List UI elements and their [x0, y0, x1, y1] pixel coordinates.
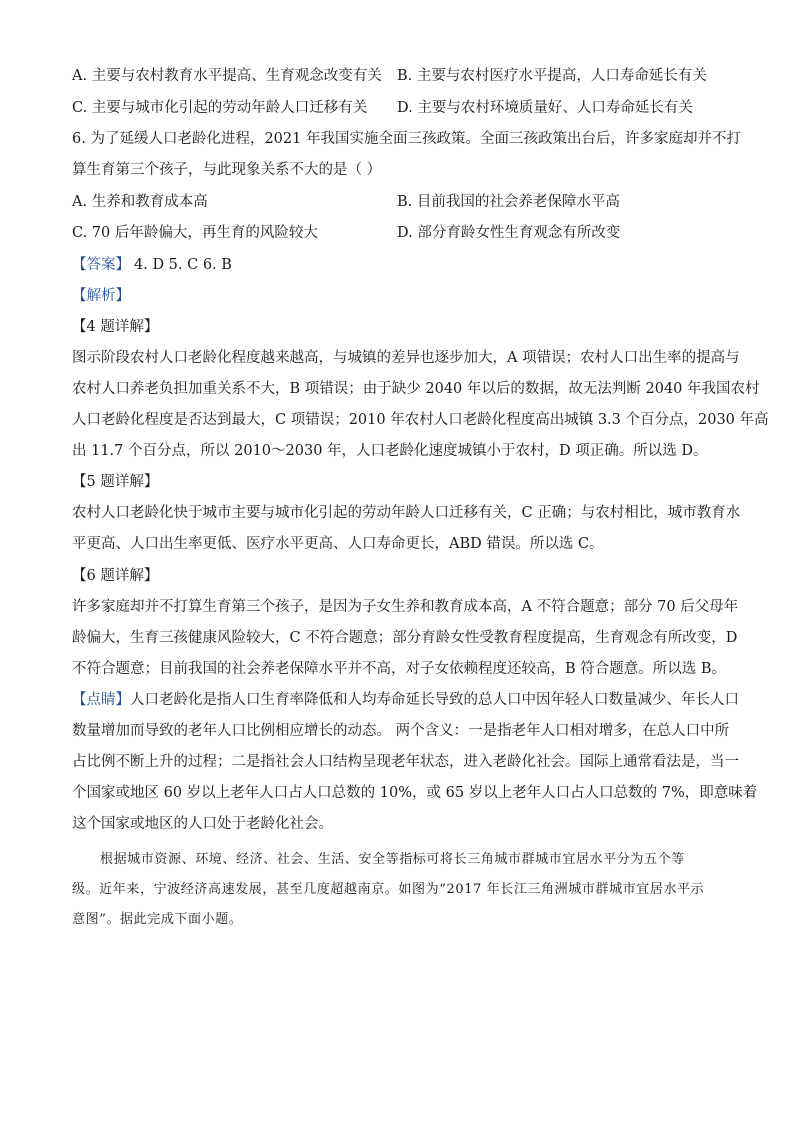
- q5-detail-heading: 【5 题详解】: [72, 474, 159, 490]
- answer-label: 【答案】: [72, 257, 130, 273]
- analysis-label: 【解析】: [72, 288, 130, 304]
- key-point-line: 个国家或地区 60 岁以上老年人口占人口总数的 10%，或 65 岁以上老年人口占人口总数的 7%，即意味着: [72, 785, 758, 801]
- q6-option-d: D. 部分育龄女性生育观念有所改变: [397, 225, 621, 241]
- key-point-line: 占比例不断上升的过程；二是指社会人口结构呈现老年状态，进入老龄化社会。国际上通常看法是，当一: [72, 754, 739, 770]
- q4-detail-line: 图示阶段农村人口老龄化程度越来越高，与城镇的差异也逐步加大，A 项错误；农村人口出生率的提高与: [72, 350, 740, 366]
- key-point-text: 人口老龄化是指人口生育率降低和人均寿命延长导致的总人口中因年轻人口数量减少、年长人口: [130, 692, 739, 708]
- q5-detail-line: 农村人口老龄化快于城市主要与城市化引起的劳动年龄人口迁移有关，C 正确；与农村相比，城市教育水: [72, 505, 741, 521]
- q6-detail-line: 许多家庭却并不打算生育第三个孩子，是因为子女生养和教育成本高，A 不符合题意；部分 70 后父母年: [72, 599, 739, 615]
- q6-detail-line: 龄偏大，生育三孩健康风险较大，C 不符合题意；部分育龄女性受教育程度提高，生育观念有所改变，D: [72, 630, 738, 646]
- q4-detail-heading: 【4 题详解】: [72, 319, 159, 335]
- q4-detail-line: 农村人口养老负担加重关系不大，B 项错误；由于缺少 2040 年以后的数据，故无法判断 2040 年我国农村: [72, 381, 760, 397]
- q6-option-c: C. 70 后年龄偏大，再生育的风险较大: [72, 225, 318, 241]
- key-point-line: 这个国家或地区的人口处于老龄化社会。: [72, 816, 333, 832]
- answer-value: 4. D 5. C 6. B: [134, 257, 232, 273]
- q6-option-row-cd: [72, 223, 724, 243]
- key-point-label: 【点睛】: [72, 692, 130, 708]
- key-point-first-line: [72, 690, 739, 710]
- q5-option-a: A. 主要与农村教育水平提高、生育观念改变有关: [72, 68, 382, 84]
- q6-detail-line: 不符合题意；目前我国的社会养老保障水平并不高，对子女依赖程度还较高，B 符合题意。所以选 B。: [72, 661, 727, 677]
- passage-line: 意图”。据此完成下面小题。: [72, 912, 243, 927]
- q5-option-row-cd: [72, 98, 724, 118]
- passage-line: 级。近年来，宁波经济高速发展，甚至几度超越南京。如图为“2017 年长江三角洲城市群城市宜居水平示: [72, 882, 705, 897]
- q6-stem-line-1: 6. 为了延缓人口老龄化进程，2021 年我国实施全面三孩政策。全面三孩政策出台后，许多家庭却并不打: [72, 131, 741, 147]
- q4-detail-line: 人口老龄化程度是否达到最大，C 项错误；2010 年农村人口老龄化程度高出城镇 3.3 个百分点，2030 年高: [72, 412, 769, 428]
- q4-detail-line: 出 11.7 个百分点，所以 2010～2030 年，人口老龄化速度城镇小于农村，D 项正确。所以选 D。: [72, 443, 708, 459]
- q6-option-row-ab: [72, 192, 724, 212]
- q5-option-b: B. 主要与农村医疗水平提高，人口寿命延长有关: [397, 68, 707, 84]
- q6-option-b: B. 目前我国的社会养老保障水平高: [397, 194, 620, 210]
- q5-detail-line: 平更高、人口出生率更低、医疗水平更高、人口寿命更长，ABD 错误。所以选 C。: [72, 536, 604, 552]
- q6-stem-line-2: 算生育第三个孩子，与此现象关系不大的是（ ）: [72, 162, 382, 178]
- passage-line: 根据城市资源、环境、经济、社会、生活、安全等指标可将长三角城市群城市宜居水平分为五个等: [100, 852, 685, 867]
- q5-option-row-ab: [72, 66, 724, 86]
- key-point-line: 数量增加而导致的老年人口比例相应增长的动态。 两个含义：一是指老年人口相对增多，在总人口中所: [72, 723, 730, 739]
- q5-option-c: C. 主要与城市化引起的劳动年龄人口迁移有关: [72, 100, 368, 116]
- q5-option-d: D. 主要与农村环境质量好、人口寿命延长有关: [397, 100, 693, 116]
- answer-line: [72, 255, 724, 275]
- q6-detail-heading: 【6 题详解】: [72, 568, 159, 584]
- q6-option-a: A. 生养和教育成本高: [72, 194, 208, 210]
